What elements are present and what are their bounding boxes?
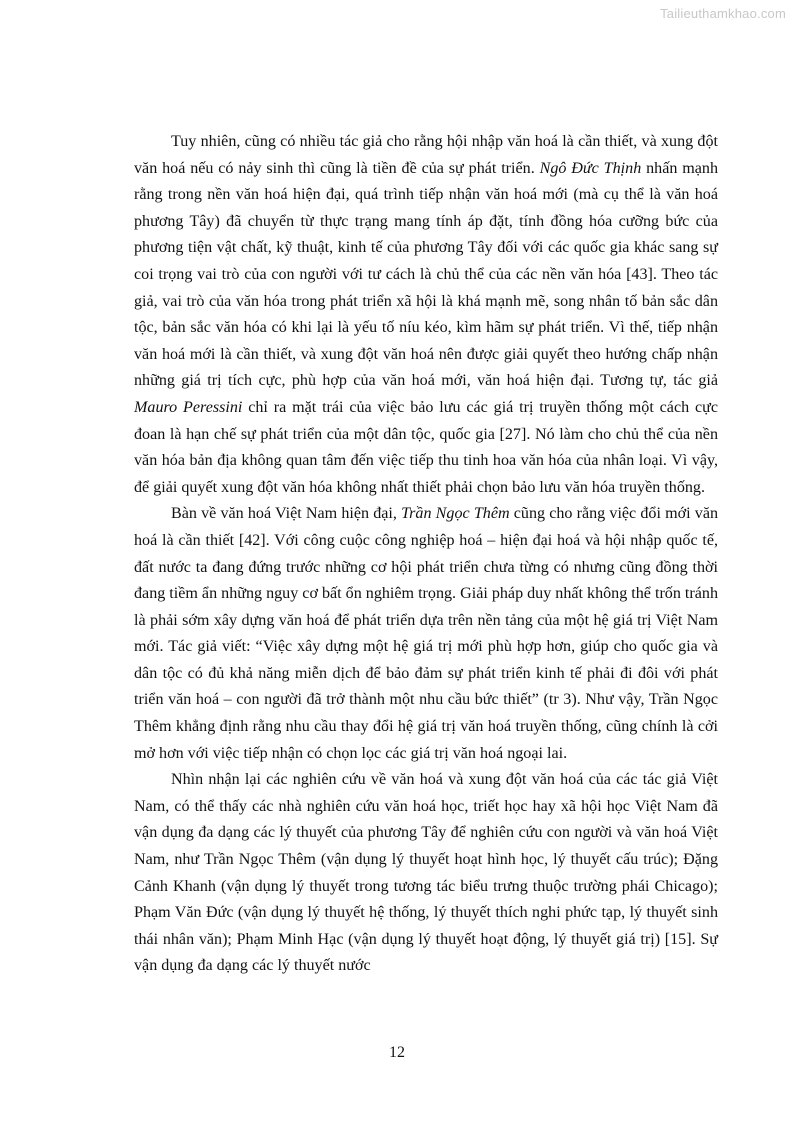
watermark: Tailieuthamkhao.com bbox=[660, 6, 786, 21]
text-run: cũng cho rằng việc đổi mới văn hoá là cần thiết [42]. Với công cuộc công nghiệp hoá – hiện đại hoá và hội nhập quốc tế, đất nước ta đang đứng trước những cơ hội phát triển chưa từng có nhưng cũng đồng thời đang tiềm ẩn những nguy cơ bất ổn nghiêm trọng. Giải pháp duy nhất không thể trốn tránh là phải sớm xây dựng văn hoá để phát triển dựa trên nền tảng của một hệ giá trị Việt Nam mới. Tác giả viết: “Việc xây dựng một hệ giá trị mới phù hợp hơn, giúp cho quốc gia và dân tộc có đủ khả năng miễn dịch để bảo đảm sự phát triển kinh tế phải đi đôi với phát triển văn hoá – con người đã trở thành một nhu cầu bức thiết” (tr 3). Như vậy, Trần Ngọc Thêm khẳng định rằng nhu cầu thay đổi hệ giá trị văn hoá truyền thống, cũng chính là cởi mở hơn với việc tiếp nhận có chọn lọc các giá trị văn hoá ngoại lai. bbox=[134, 505, 719, 762]
text-run: Bàn về văn hoá Việt Nam hiện đại, bbox=[171, 505, 402, 523]
page-number: 12 bbox=[389, 1044, 405, 1061]
paragraph-1 bbox=[134, 129, 718, 501]
page-body bbox=[134, 129, 718, 980]
paragraph-3 bbox=[134, 767, 718, 980]
paragraph-2 bbox=[134, 501, 718, 767]
text-run: Nhìn nhận lại các nghiên cứu về văn hoá và xung đột văn hoá của các tác giả Việt Nam, có thể thấy các nhà nghiên cứu văn hoá học, triết học hay xã hội học Việt Nam đã vận dụng đa dạng các lý thuyết của phương Tây để nghiên cứu con người và văn hoá Việt Nam, như Trần Ngọc Thêm (vận dụng lý thuyết hoạt hình học, lý thuyết cấu trúc); Đặng Cảnh Khanh (vận dụng lý thuyết trong tương tác biểu trưng thuộc trường phái Chicago); Phạm Văn Đức (vận dụng lý thuyết hệ thống, lý thuyết thích nghi phức tạp, lý thuyết sinh thái nhân văn); Phạm Minh Hạc (vận dụng lý thuyết hoạt động, lý thuyết giá trị) [15]. Sự vận dụng đa dạng các lý thuyết nước bbox=[134, 771, 718, 975]
italic-author-name: Ngô Đức Thịnh bbox=[539, 159, 642, 177]
text-run: chỉ ra mặt trái của việc bảo lưu các giá trị truyền thống một cách cực đoan là hạn chế sự phát triển của một dân tộc, quốc gia [27]. Nó làm cho chủ thể của nền văn hóa bản địa không quan tâm đến việc tiếp thu tinh hoa văn hóa của nhân loại. Vì vậy, để giải quyết xung đột văn hóa không nhất thiết phải chọn bảo lưu văn hóa truyền thống. bbox=[134, 398, 719, 496]
italic-author-name: Trần Ngọc Thêm bbox=[401, 505, 510, 523]
text-run: Tuy nhiên, cũng có nhiều tác giả cho rằng hội nhập văn hoá là cần thiết, và xung đột văn hoá nếu có nảy sinh thì cũng là tiền đề của sự phát triển. bbox=[134, 133, 718, 177]
italic-author-name: Mauro Peressini bbox=[134, 398, 243, 416]
text-run: nhấn mạnh rằng trong nền văn hoá hiện đại, quá trình tiếp nhận văn hoá mới (mà cụ thể là văn hoá phương Tây) đã chuyển từ thực trạng mang tính áp đặt, tính đồng hóa cưỡng bức của phương tiện vật chất, kỹ thuật, kinh tế của phương Tây đối với các quốc gia khác sang sự coi trọng vai trò của con người với tư cách là chủ thể của các nền văn hóa [43]. Theo tác giả, vai trò của văn hóa trong phát triển xã hội là khá mạnh mẽ, song nhân tố bản sắc dân tộc, bản sắc văn hóa có khi lại là yếu tố níu kéo, kìm hãm sự phát triển. Vì thế, tiếp nhận văn hoá mới là cần thiết, và xung đột văn hoá nên được giải quyết theo hướng chấp nhận những giá trị tích cực, phù hợp của văn hoá mới, văn hoá hiện đại. Tương tự, tác giả bbox=[134, 159, 719, 390]
